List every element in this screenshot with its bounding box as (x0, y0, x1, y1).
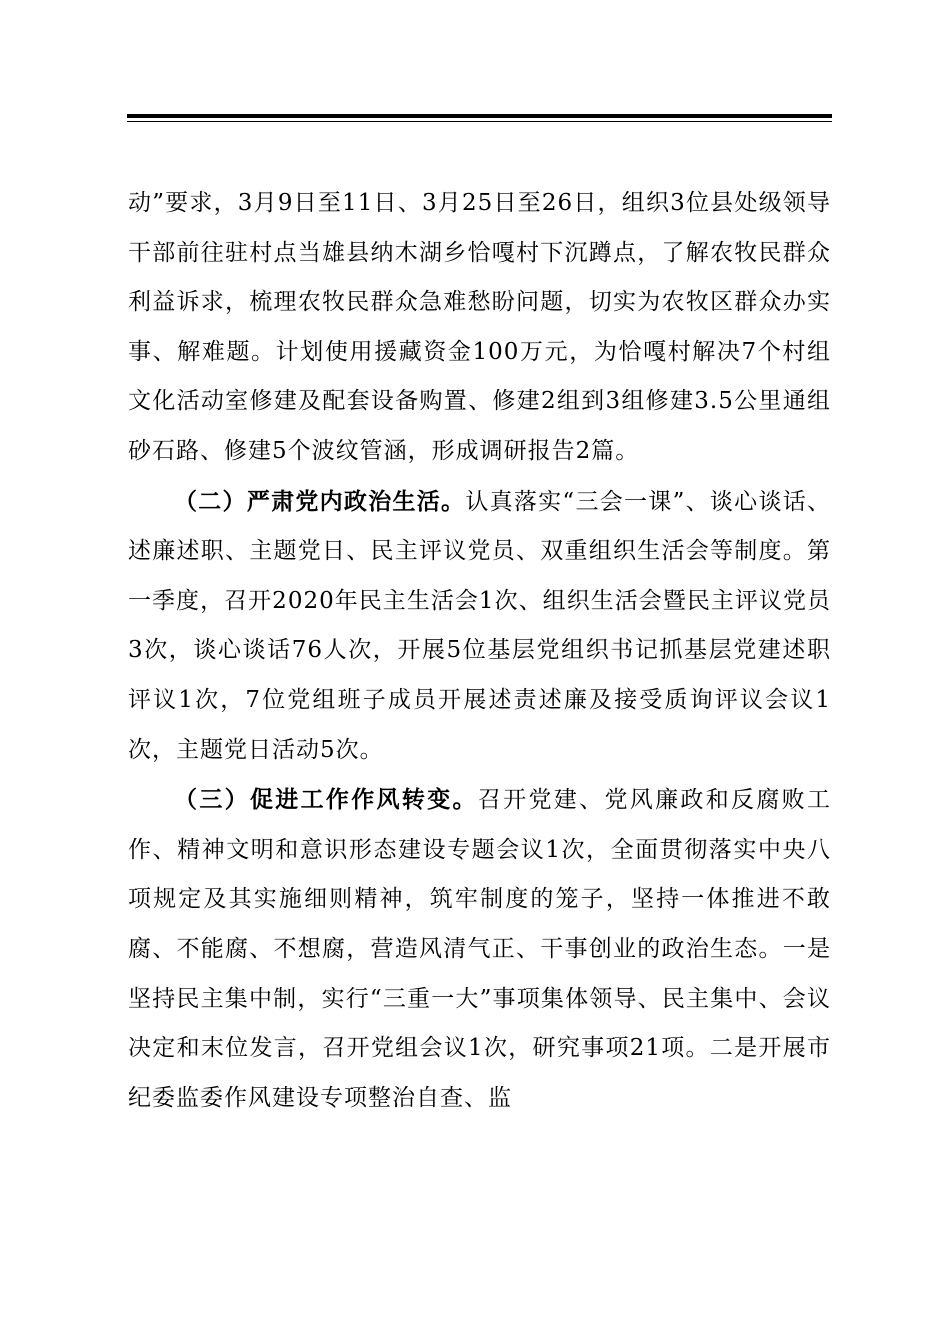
section-heading: （二）严肃党内政治生活。 (174, 487, 466, 515)
paragraph-section-3 (128, 775, 831, 1123)
paragraph-continuation (128, 179, 831, 477)
paragraph-text: 动”要求，3月9日至11日、3月25日至26日，组织3位县处级领导干部前往驻村点当雄县纳木湖乡恰嘎村下沉蹲点，了解农牧民群众利益诉求，梳理农牧民群众急难愁盼问题，切实为农牧区群众办实事、解难题。计划使用援藏资金100万元，为恰嘎村解决7个村组文化活动室修建及配套设备购置、修建2组到3组修建3.5公里通组砂石路、修建5个波纹管涵，形成调研报告2篇。 (128, 190, 831, 464)
header-rule-thick (127, 114, 832, 118)
document-body (128, 179, 831, 1123)
paragraph-text: 召开党建、党风廉政和反腐败工作、精神文明和意识形态建设专题会议1次，全面贯彻落实中央八项规定及其实施细则精神，筑牢制度的笼子，坚持一体推进不敢腐、不能腐、不想腐，营造风清气正、干事创业的政治生态。一是坚持民主集中制，实行“三重一大”事项集体领导、民主集中、会议决定和末位发言，召开党组会议1次，研究事项21项。二是开展市纪委监委作风建设专项整治自查、监 (128, 787, 832, 1111)
section-heading: （三）促进工作作风转变。 (174, 786, 478, 814)
paragraph-text: 认真落实“三会一课”、谈心谈话、述廉述职、主题党日、民主评议党员、双重组织生活会等制度。第一季度，召开2020年民主生活会1次、组织生活会暨民主评议党员3次，谈心谈话76人次，开展5位基层党组织书记抓基层党建述职评议1次，7位党组班子成员开展述责述廉及接受质询评议会议1次，主题党日活动5次。 (128, 488, 831, 763)
paragraph-section-2 (128, 477, 831, 776)
header-rule-thin (127, 121, 832, 122)
